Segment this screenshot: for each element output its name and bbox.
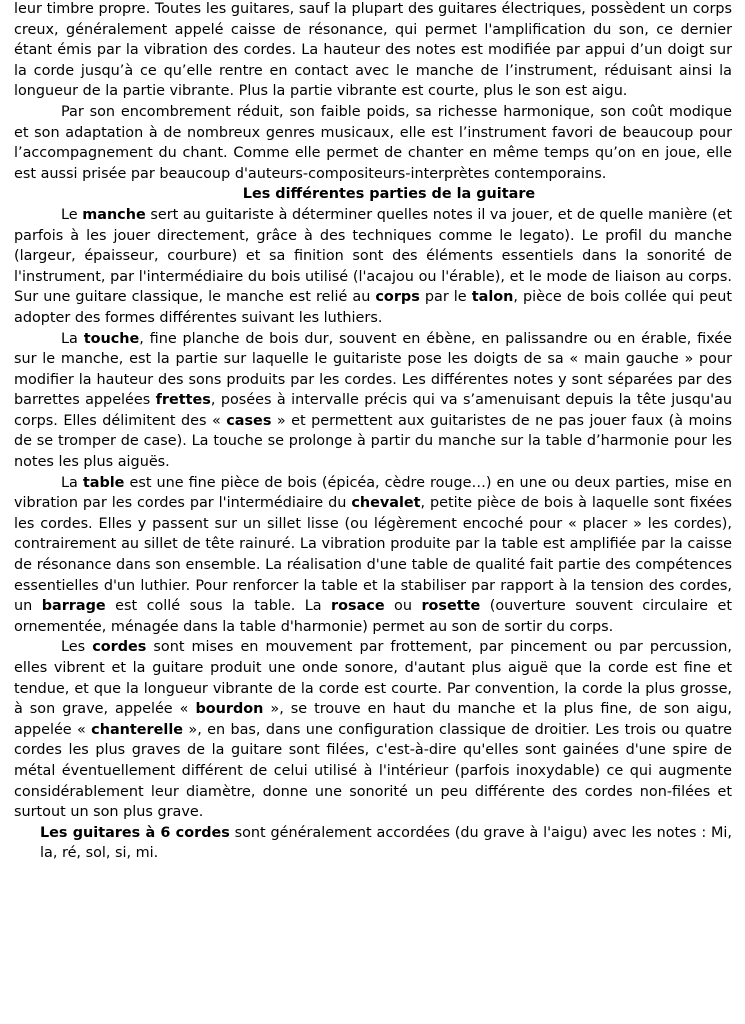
paragraph-table: La table est une fine pièce de bois (épicéa, cèdre rouge…) en une ou deux parties, mise en vibration par les cordes par l'intermédiaire du chevalet, petite pièce de bois à laquelle sont fixées les cordes. Elles y passent sur un sillet lisse (ou légèrement encoché pour « placer » les cordes), contrairement au sillet de tête rainuré. La vibration produite par la table est amplifiée par la caisse de résonance dans son ensemble. La réalisation d'une table de qualité fait partie des compétences essentielles d'un luthier. Pour renforcer la table et la stabiliser par rapport à la tension des cordes, un barrage est collé sous la table. La rosace ou rosette (ouverture souvent circulaire et ornementée, ménagée dans la table d'harmonie) permet au son de sortir du corps. [14, 474, 732, 635]
term-chanterelle: chanterelle [91, 721, 184, 738]
term-frettes: frettes [155, 392, 211, 409]
term-guitares-6-cordes: Les guitares à 6 cordes [40, 824, 230, 841]
paragraph-cordes: Les cordes sont mises en mouvement par frottement, par pincement ou par percussion, elles vibrent et la guitare produit une onde sonore, d'autant plus aiguë que la corde est fine et tendue, et que la longueur vibrante de la corde est courte. Par convention, la corde la plus grosse, à son grave, appelée « bourdon », se trouve en haut du manche et la plus fine, de son aigu, appelée « chanterelle », en bas, dans une configuration classique de droitier. Les trois ou quatre cordes les plus graves de la guitare sont filées, c'est-à-dire qu'elles sont gainées d'une spire de métal éventuellement différent de celui utilisé à l'intérieur (parfois inoxydable) ce qui augmente considérablement leur diamètre, donne une sonorité un peu différente des cordes non-filées et surtout un son plus grave. [14, 639, 732, 821]
term-table: table [82, 474, 125, 491]
term-cases: cases [226, 412, 272, 429]
paragraph-manche: Le manche sert au guitariste à déterminer quelles notes il va jouer, et de quelle manière (et parfois à les jouer directement, grâce à des techniques comme le legato). Le profil du manche (largeur, épaisseur, courbure) et sa finition sont des éléments essentiels dans la sonorité de l'instrument, par l'intermédiaire du bois utilisé (l'acajou ou l'érable), et le mode de liaison au corps. Sur une guitare classique, le manche est relié au corps par le talon, pièce de bois collée qui peut adopter des formes différentes suivant les luthiers. [14, 206, 732, 326]
paragraph-intro-continuation: leur timbre propre. Toutes les guitares, sauf la plupart des guitares électriques, possèdent un corps creux, généralement appelé caisse de résonance, qui permet l'amplification du son, ce dernier étant émis par la vibration des cordes. La hauteur des notes est modifiée par appui d’un doigt sur la corde jusqu’à ce qu’elle rentre en contact avec le manche de l’instrument, réduisant ainsi la longueur de la partie vibrante. Plus la partie vibrante est courte, plus le son est aigu. [14, 1, 732, 100]
term-rosace: rosace [331, 598, 385, 615]
section-heading: Les différentes parties de la guitare [242, 186, 536, 203]
term-manche: manche [82, 206, 146, 223]
term-barrage: barrage [41, 598, 106, 615]
term-rosette: rosette [421, 598, 481, 615]
paragraph-touche: La touche, fine planche de bois dur, souvent en ébène, en palissandre ou en érable, fixée sur le manche, est la partie sur laquelle le guitariste pose les doigts de sa « main gauche » pour modifier la hauteur des sons produits par les cordes. Les différentes notes y sont séparées par des barrettes appelées frettes, posées à intervalle précis qui va s’amenuisant depuis la tête jusqu'au corps. Elles délimitent des « cases » et permettent aux guitaristes de ne pas jouer faux (à moins de se tromper de case). La touche se prolonge à partir du manche sur la table d’harmonie pour les notes les plus aiguës. [14, 330, 732, 471]
term-corps: corps [375, 289, 420, 306]
paragraph-advantages: Par son encombrement réduit, son faible poids, sa richesse harmonique, son coût modique et son adaptation à de nombreux genres musicaux, elle est l’instrument favori de beaucoup pour l’accompagnement du chant. Comme elle permet de chanter en même temps qu’on en joue, elle est aussi prisée par beaucoup d'auteurs-compositeurs-interprètes contemporains. [14, 103, 732, 182]
term-chevalet: chevalet [351, 495, 421, 512]
term-touche: touche [83, 330, 140, 347]
term-talon: talon [471, 289, 514, 306]
term-cordes: cordes [92, 639, 147, 656]
paragraph-tuning: Les guitares à 6 cordes sont généralement accordées (du grave à l'aigu) avec les notes : Mi, la, ré, sol, si, mi. [40, 824, 732, 862]
term-bourdon: bourdon [195, 701, 264, 718]
